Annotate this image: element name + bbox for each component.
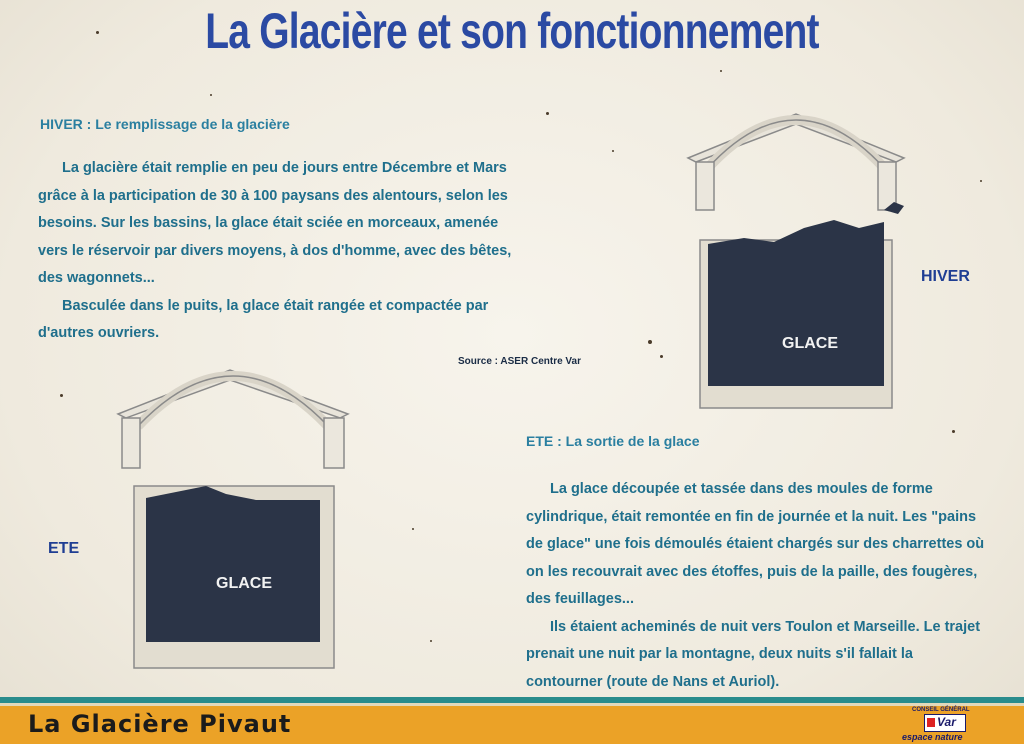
stain-speck [430,640,432,642]
hiver-diagram [684,110,908,414]
stain-speck [60,394,63,397]
footer-band [0,706,1024,744]
ete-paragraph-2: Ils étaient acheminés de nuit vers Toulon et Marseille. Le trajet prenait une nuit par la montagne, deux nuits s'il fallait la contourner (route de Nans et Auriol). [526,618,981,690]
stain-speck [952,430,955,433]
stain-speck [412,528,414,530]
ete-heading: ETE : La sortie de la glace [526,433,700,449]
source-credit: Source : ASER Centre Var [458,356,582,367]
stain-speck [612,150,614,152]
ete-text [526,476,990,696]
stain-speck [720,70,722,72]
hiver-text [38,155,524,348]
logo-mark-text: Var [937,715,956,729]
stain-speck [648,340,652,344]
hiver-paragraph-1: La glacière était remplie en peu de jours entre Décembre et Mars grâce à la participation de 30 à 100 paysans des alentours, selon les besoins. Sur les bassins, la glace était sciée en morceaux, amenée vers le réservoir par divers moyens, à dos d'homme, avec des bêtes, des wagonnets... [38,160,512,286]
stain-speck [546,112,549,115]
sign-title: La Glacière et son fonctionnement [205,3,819,59]
logo-top-text: CONSEIL GÉNÉRAL [912,707,970,713]
stain-speck [210,94,212,96]
hiver-side-label: HIVER [921,268,970,285]
ete-diagram [116,366,350,672]
hiver-ice-label: GLACE [782,335,838,352]
ete-ice-label: GLACE [216,575,272,592]
ete-paragraph-1: La glace découpée et tassée dans des moules de forme cylindrique, était remontée en fin de journée et la nuit. Les "pains de glace" une fois démoulés étaient chargés sur des charrettes où on les recouvrait avec des étoffes, puis de la paille, des fougères, des feuillages... [526,481,985,607]
logo-bottom-text: espace nature [902,732,963,742]
var-logo-icon [924,714,966,732]
stain-speck [980,180,982,182]
stain-speck [96,31,99,34]
hiver-heading: HIVER : Le remplissage de la glacière [40,116,290,132]
conseil-general-logo [902,706,986,744]
hiver-paragraph-2: Basculée dans le puits, la glace était rangée et compactée par d'autres ouvriers. [38,297,489,341]
stain-speck [660,355,663,358]
ete-side-label: ETE [48,540,80,557]
footer-title: La Glacière Pivaut [28,710,292,738]
